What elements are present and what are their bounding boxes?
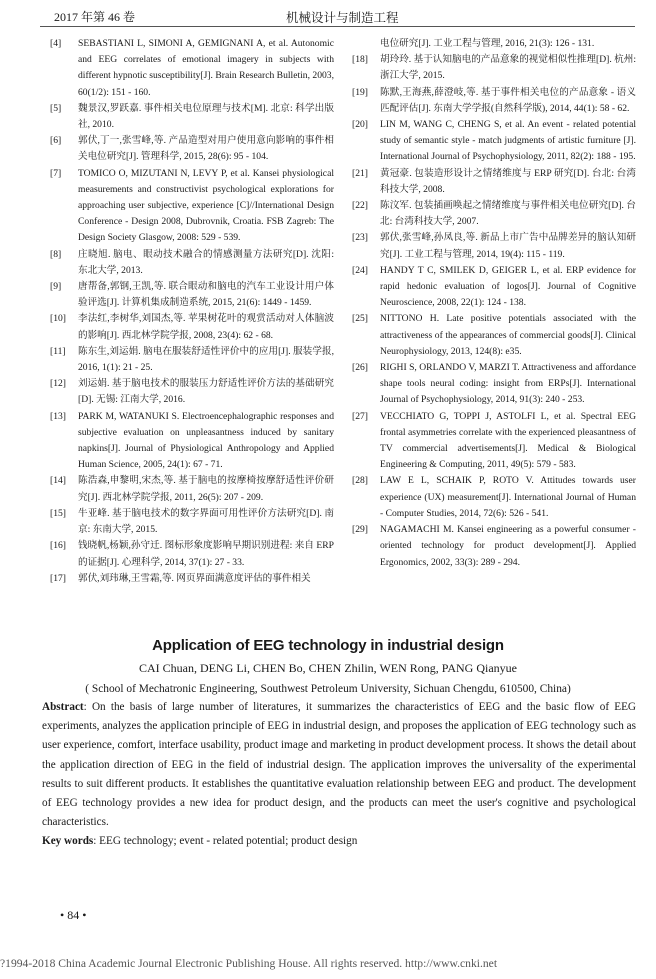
abstract <box>42 698 636 832</box>
reference-text: TOMICO O, MIZUTANI N, LEVY P, et al. Kansei physiological measurements and constructivist psychological explorations for approaching user subjective, experience [C]//International Design Conference - Design 2008, Dubrovnik, Croatia. FSB Zagreb: The Design Society Glasgow, 2008: 529 - 539. <box>78 167 334 244</box>
reference-number: [17] <box>50 572 66 584</box>
reference-number: [21] <box>352 167 368 179</box>
english-title-block <box>0 636 656 699</box>
reference-item <box>50 506 334 538</box>
reference-item <box>50 36 334 101</box>
reference-text: SEBASTIANI L, SIMONI A, GEMIGNANI A, et al. Autonomic and EEG correlates of emotional imagery in subjects with different hypnotic susceptibility[J]. Brain Research Bulletin, 2003, 60(1/2): 151 - 160. <box>78 38 334 98</box>
reference-number: [4] <box>50 38 62 49</box>
reference-number: [25] <box>352 313 368 325</box>
reference-text: 郭伏,张雪峰,孙凤良,等. 新品上市广告中品牌差异的脑认知研究[J]. 工业工程与管理, 2014, 19(4): 115 - 119. <box>380 232 636 260</box>
keywords-text: : EEG technology; event - related potential; product design <box>93 835 358 847</box>
reference-item <box>50 279 334 311</box>
reference-text: 电位研究[J]. 工业工程与管理, 2016, 21(3): 126 - 131. <box>380 38 595 49</box>
reference-number: [10] <box>50 313 66 325</box>
reference-number: [23] <box>352 232 368 244</box>
reference-number: [9] <box>50 281 62 293</box>
reference-item <box>50 538 334 570</box>
reference-text: 郭伏,刘玮琳,王雪霜,等. 网页界面满意度评估的事件相关 <box>78 572 311 584</box>
reference-item <box>352 522 636 571</box>
reference-number: [13] <box>50 410 66 422</box>
journal-name: 机械设计与制造工程 <box>286 11 399 25</box>
reference-text: 陈汶军. 包装插画唤起之情绪维度与事件相关电位研究[D]. 台北: 台湾科技大学, 2007. <box>380 200 636 228</box>
keywords <box>42 832 636 851</box>
reference-item <box>50 409 334 474</box>
reference-number: [15] <box>50 507 66 519</box>
reference-text: 钱晓帆,杨颖,孙守迁. 图标形象度影响早期识别进程: 来自 ERP 的证据[J]. 心理科学, 2014, 37(1): 27 - 33. <box>78 540 334 568</box>
reference-item <box>50 311 334 343</box>
reference-text: 陈浩森,申黎明,宋杰,等. 基于脑电的按摩椅按摩舒适性评价研究[J]. 西北林学院学报, 2011, 26(5): 207 - 209. <box>78 475 334 503</box>
reference-item <box>50 571 334 587</box>
reference-number: [28] <box>352 475 368 487</box>
affiliation: ( School of Mechatronic Engineering, Southwest Petroleum University, Sichuan Chengdu, 610500, China) <box>85 683 571 695</box>
reference-text: NITTONO H. Late positive potentials associated with the attractiveness of the appearances of commercial goods[J]. Clinical Neurophysiology, 2013, 124(8): e35. <box>380 313 636 357</box>
references-left-column <box>50 36 334 587</box>
reference-number: [5] <box>50 102 62 114</box>
reference-item <box>352 52 636 84</box>
reference-item <box>50 166 334 247</box>
reference-number: [16] <box>50 540 66 552</box>
reference-item <box>50 101 334 133</box>
reference-item <box>50 473 334 505</box>
reference-text: LAW E L, SCHAIK P, ROTO V. Attitudes towards user experience (UX) measurement[J]. International Journal of Human - Computer Studies, 2014, 72(6): 526 - 541. <box>380 475 636 519</box>
reference-number: [26] <box>352 362 368 374</box>
reference-number: [20] <box>352 119 368 131</box>
reference-item <box>352 311 636 360</box>
reference-text: HANDY T C, SMILEK D, GEIGER L, et al. ERP evidence for rapid hedonic evaluation of logos[J]. Journal of Cognitive Neuroscience, 2008, 22(1): 124 - 138. <box>380 264 636 309</box>
reference-text: 唐帮备,郭钢,王凯,等. 联合眼动和脑电的汽车工业设计用户体验评选[J]. 计算机集成制造系统, 2015, 21(6): 1449 - 1459. <box>78 281 334 309</box>
keywords-label: Key words <box>42 835 94 847</box>
reference-text: 魏景汉,罗跃嘉. 事件相关电位原理与技术[M]. 北京: 科学出版社, 2010. <box>78 102 334 131</box>
reference-text: 李法红,李树华,刘国杰,等. 苹果树花叶的观赏活动对人体脑波的影响[J]. 西北林学院学报, 2008, 23(4): 62 - 68. <box>78 313 334 341</box>
volume-label: 2017 年第 46 卷 <box>54 10 136 24</box>
reference-text: 刘运娟. 基于脑电技术的服装压力舒适性评价方法的基础研究[D]. 无锡: 江南大学, 2016. <box>78 378 334 406</box>
reference-number: [19] <box>352 86 368 98</box>
reference-item <box>352 230 636 262</box>
reference-item <box>352 117 636 166</box>
copyright-footer: ?1994-2018 China Academic Journal Electronic Publishing House. All rights reserved. http://www.cnki.net <box>0 957 498 970</box>
author-list: CAI Chuan, DENG Li, CHEN Bo, CHEN Zhilin, WEN Rong, PANG Qianyue <box>139 661 517 675</box>
reference-number: [24] <box>352 264 368 276</box>
reference-number: [29] <box>352 524 368 536</box>
reference-text: PARK M, WATANUKI S. Electroencephalographic responses and subjective evaluation on unpleasantness induced by sanitary napkins[J]. Journal of Physiological Anthropology and Applied Human Science, 2005, 24(1): 67 - 71. <box>78 410 334 471</box>
reference-item <box>50 376 334 408</box>
reference-number: [14] <box>50 475 66 487</box>
reference-text: LIN M, WANG C, CHENG S, et al. An event - related potential study of semantic style - match judgments of artistic furniture [J]. International Journal of Psychophysiology, 2011, 82(2): 188 - 195. <box>380 119 636 163</box>
abstract-label: Abstract <box>42 701 84 713</box>
reference-text: VECCHIATO G, TOPPI J, ASTOLFI L, et al. Spectral EEG frontal asymmetries correlate with the experienced pleasantness of TV commercial advertisements[J]. Medical & Biological Engineering & Computing, 2011, 49(5): 579 - 583. <box>380 410 636 471</box>
reference-text: NAGAMACHI M. Kansei engineering as a powerful consumer - oriented technology for product development[J]. Applied Ergonomics, 2002, 33(3): 289 - 294. <box>380 524 636 568</box>
paper-title: Application of EEG technology in industrial design <box>152 637 504 654</box>
reference-number: [22] <box>352 200 368 212</box>
reference-number: [6] <box>50 135 62 147</box>
reference-number: [7] <box>50 167 62 179</box>
page-number: • 84 • <box>60 908 87 922</box>
reference-text: 牛亚峰. 基于脑电技术的数字界面可用性评价方法研究[D]. 南京: 东南大学, 2015. <box>78 507 334 536</box>
reference-number: [8] <box>50 248 62 260</box>
reference-item <box>352 198 636 230</box>
reference-number: [18] <box>352 54 368 66</box>
reference-item <box>352 166 636 198</box>
reference-text: 胡玲玲. 基于认知脑电的产品意象的视觉相似性推理[D]. 杭州: 浙江大学, 2015. <box>380 54 636 82</box>
reference-text: 黄冠豪. 包装造形设计之情绪维度与 ERP 研究[D]. 台北: 台湾科技大学, 2008. <box>380 167 636 195</box>
reference-text: 庄晓旭. 脑电、眼动技术融合的情感测量方法研究[D]. 沈阳: 东北大学, 2013. <box>78 248 334 276</box>
reference-item <box>50 133 334 165</box>
reference-number: [11] <box>50 345 66 357</box>
reference-number: [27] <box>352 410 368 422</box>
reference-number: [12] <box>50 378 66 390</box>
reference-continuation <box>352 36 636 52</box>
abstract-text: : On the basis of large number of literatures, it summarizes the characteristics of EEG and the basic flow of EEG experiments, analyzes the application principle of EEG in industrial design, and proposes the application of EEG technology such as user experience, comfort, interface usability, product image and marketing in product development process. It shows the detail about the application direction of EEG in the field of industrial design. The application improves the universality of the experimental results to suit different products. It establishes the quantitative evaluation relationship between EEG and product. The development of EEG technology provides a new idea for product design, and the products can meet the user's cognitive and psychological characteristics. <box>42 701 636 829</box>
reference-item <box>352 263 636 312</box>
reference-text: 陈默,王海燕,薛澄岐,等. 基于事件相关电位的产品意象 - 语义匹配评估[J]. 东南大学学报(自然科学版), 2014, 44(1): 58 - 62. <box>380 86 636 114</box>
reference-item <box>50 247 334 279</box>
reference-item <box>352 360 636 409</box>
reference-text: 郭伏,丁一,张雪峰,等. 产品造型对用户使用意向影响的事件相关电位研究[J]. 管理科学, 2015, 28(6): 95 - 104. <box>78 135 334 163</box>
header-divider <box>40 26 635 27</box>
reference-text: RIGHI S, ORLANDO V, MARZI T. Attractiveness and affordance shape tools neural coding: insight from ERPs[J]. International Journal of Psychophysiology, 2014, 91(3): 240 - 253. <box>380 362 636 406</box>
reference-item <box>50 344 334 376</box>
reference-item <box>352 473 636 522</box>
references-right-column <box>352 36 636 571</box>
reference-item <box>352 409 636 474</box>
reference-item <box>352 85 636 117</box>
reference-text: 陈东生,刘运娟. 脑电在服装舒适性评价中的应用[J]. 服装学报, 2016, 1(1): 21 - 25. <box>78 345 334 374</box>
